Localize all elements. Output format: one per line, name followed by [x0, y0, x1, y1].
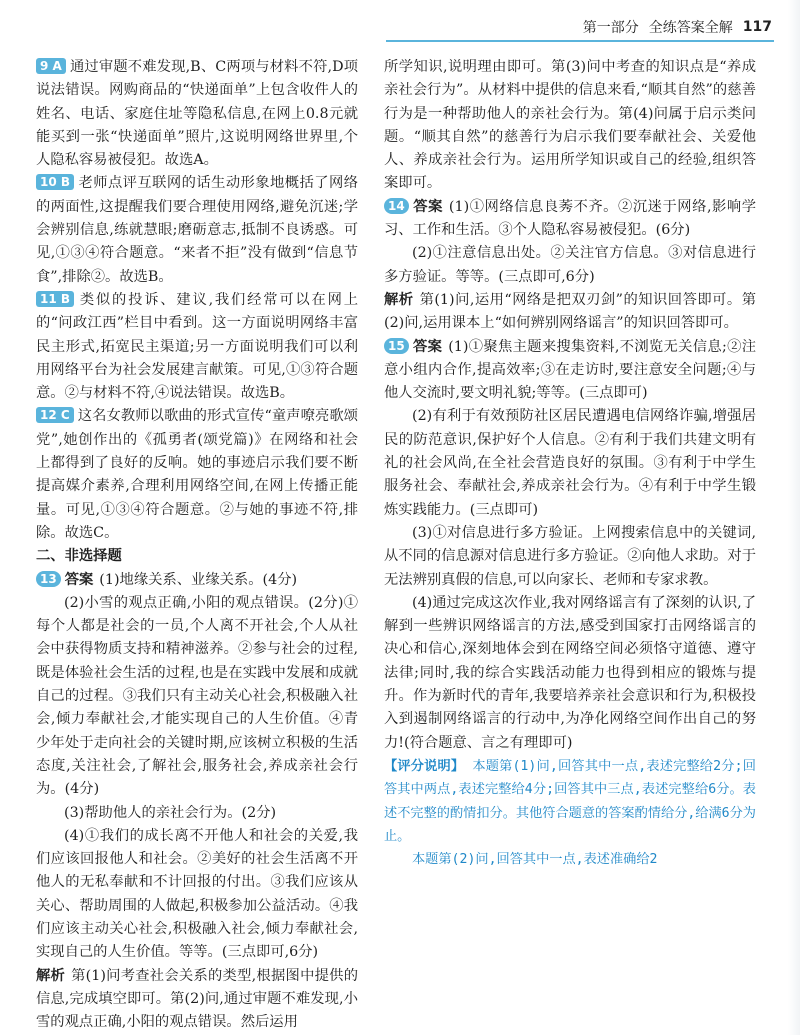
page-edge-shadow: [788, 0, 800, 1035]
scoring-note: [384, 755, 756, 848]
header-rule: [386, 40, 774, 42]
answer-q15-part2: (2)有利于有效预防社区居民遭遇电信网络诈骗,增强居民的防范意识,保护好个人信息。②有利于我们共建文明有礼的社会风尚,在全社会营造良好的氛围。③有利于中学生服务社会、奉献社会,养成亲社会行为。④有利于中学生锻炼实践能力。(三点即可): [384, 408, 756, 518]
answer-label: 答案: [412, 338, 443, 355]
answer-q13-part2: (2)小雪的观点正确,小阳的观点错误。(2分)①每个人都是社会的一员,个人离不开社会,个人从社会中获得物质支持和精神滋养。②参与社会的过程,既是体验社会生活的过程,也是在实践中发展和成就自己的过程。③我们只有主动关心社会,积极融入社会,倾力奉献社会,才能实现自己的人生价值。④青少年处于走向社会的关键时期,应该树立积极的生活态度,关注社会,了解社会,服务社会,养成亲社会行为。(4分): [36, 594, 358, 798]
question-number-badge: 14: [384, 198, 409, 214]
question-number-badge: 13: [36, 571, 61, 587]
answer-q15-part1: [384, 336, 756, 406]
left-column: [36, 56, 358, 1034]
answer-text: (1)①网络信息良莠不齐。②沉迷于网络,影响学习、工作和生活。③个人隐私容易被侵犯。(6分): [384, 198, 757, 239]
question-number-badge: 11 B: [36, 291, 74, 307]
header-title: 全练答案全解: [648, 20, 733, 36]
question-number-badge: 10 B: [36, 174, 74, 190]
answer-q15-part3: (3)①对信息进行多方验证。上网搜索信息中的关键词,从不同的信息源对信息进行多方验证。②向他人求助。对于无法辨别真假的信息,可以向家长、老师和专家求教。: [384, 524, 756, 588]
answer-q9: [36, 56, 358, 172]
answer-text: (1)①聚焦主题来搜集资料,不浏览无关信息;②注意小组内合作,提高效率;③在走访时,要注意安全问题;④与他人交流时,要文明礼貌;等等。(三点即可): [384, 338, 756, 402]
answer-q13-part3: (3)帮助他人的亲社会行为。(2分): [64, 804, 277, 821]
analysis-label: 解析: [36, 967, 66, 984]
scoring-note-text: 本题第(1)问,回答其中一点,表述完整给2分;回答其中两点,表述完整给4分;回答其中三点,表述完整给6分。表述不完整的酌情扣分。其他符合题意的答案酌情给分,给满6分为止。: [384, 758, 756, 844]
answer-label: 答案: [64, 571, 94, 588]
page-number: 117: [742, 19, 772, 35]
answer-label: 答案: [412, 198, 443, 215]
right-column: [384, 56, 756, 871]
answer-q11: [36, 289, 358, 405]
answer-text: 这名女教师以歌曲的形式宣传“童声嘹亮歌颂党”,她创作出的《孤勇者(颂党篇)》在网络和社会上都得到了良好的反响。她的事迹启示我们要不断提高媒介素养,合理利用网络空间,在网上传播正能量。可见,①③④符合题意。②与她的事迹不符,排除。故选C。: [36, 408, 358, 541]
answer-text: 类似的投诉、建议,我们经常可以在网上的“问政江西”栏目中看到。这一方面说明网络丰富民主形式,拓宽民主渠道;另一方面说明我们可以利用网络平台为社会发展建言献策。可见,①③符合题意。②与材料不符,④说法错误。故选B。: [36, 291, 358, 402]
answer-q13-part1: [36, 569, 358, 592]
question-number-badge: 12 C: [36, 407, 74, 423]
question-number-badge: 9 A: [36, 58, 66, 74]
answer-q14-part1: [384, 196, 756, 243]
answer-q14-part2: (2)①注意信息出处。②关注官方信息。③对信息进行多方验证。等等。(三点即可,6分): [384, 245, 756, 285]
scoring-note-label: 【评分说明】: [384, 758, 465, 774]
analysis-label: 解析: [384, 291, 414, 308]
answer-q12: [36, 405, 358, 545]
analysis-text: 第(1)问考查社会关系的类型,根据图中提供的信息,完成填空即可。第(2)问,通过审题不难发现,小雪的观点正确,小阳的观点错误。然后运用: [36, 967, 359, 1031]
answer-text: 老师点评互联网的话生动形象地概括了网络的两面性,这提醒我们要合理使用网络,避免沉迷;学会辨别信息,练就慧眼;磨砺意志,抵制不良诱惑。可见,①③④符合题意。“来者不拒”没有做到“信息节食”,排除②。故选B。: [36, 175, 358, 285]
analysis-q14: [384, 289, 756, 336]
question-number-badge: 15: [384, 338, 409, 354]
answer-text: (1)地缘关系、业缘关系。(4分): [99, 571, 298, 588]
analysis-q13-continued: 所学知识,说明理由即可。第(3)问中考查的知识点是“养成亲社会行为”。从材料中提供的信息来看,“顺其自然”的慈善行为是一种帮助他人的亲社会行为。第(4)问属于启示类问题。“顺其自然”的慈善行为启示我们要奉献社会、关爱他人、养成亲社会行为。运用所学知识或自己的经验,组织答案即可。: [384, 59, 756, 192]
analysis-text: 第(1)问,运用“网络是把双刃剑”的知识回答即可。第(2)问,运用课本上“如何辨别网络谣言”的知识回答即可。: [384, 291, 756, 332]
answer-q15-part4: (4)通过完成这次作业,我对网络谣言有了深刻的认识,了解到一些辨识网络谣言的方法,感受到国家打击网络谣言的决心和信心,深刻地体会到在网络空间必须恪守道德、遵守法律;同时,我的综合实践活动能力也得到相应的锻炼与提升。作为新时代的青年,我要培养亲社会意识和行为,积极投入到遏制网络谣言的行动中,为净化网络空间作出自己的努力!(符合题意、言之有理即可): [384, 594, 756, 751]
answer-q13-part4: (4)①我们的成长离不开他人和社会的关爱,我们应该回报他人和社会。②美好的社会生活离不开他人的无私奉献和不计回报的付出。③我们应该从关心、帮助周围的人做起,积极参加公益活动。④我们应该主动关心社会,积极融入社会,倾力奉献社会,实现自己的人生价值。等等。(三点即可,6分): [36, 827, 358, 961]
answer-text: 通过审题不难发现,B、C两项与材料不符,D项说法错误。网购商品的“快递面单”上包含收件人的姓名、电话、家庭住址等隐私信息,在网上0.8元就能买到一张“快递面单”照片,这说明网络世界里,个人隐私容易被侵犯。故选A。: [36, 59, 358, 169]
header-part: 第一部分: [582, 20, 639, 36]
scoring-note-continued: 本题第(2)问,回答其中一点,表述准确给2: [412, 852, 658, 868]
page-header: [500, 16, 772, 38]
answer-q10: [36, 172, 358, 288]
section-heading: 二、非选择题: [36, 548, 122, 565]
analysis-q13: [36, 965, 358, 1035]
